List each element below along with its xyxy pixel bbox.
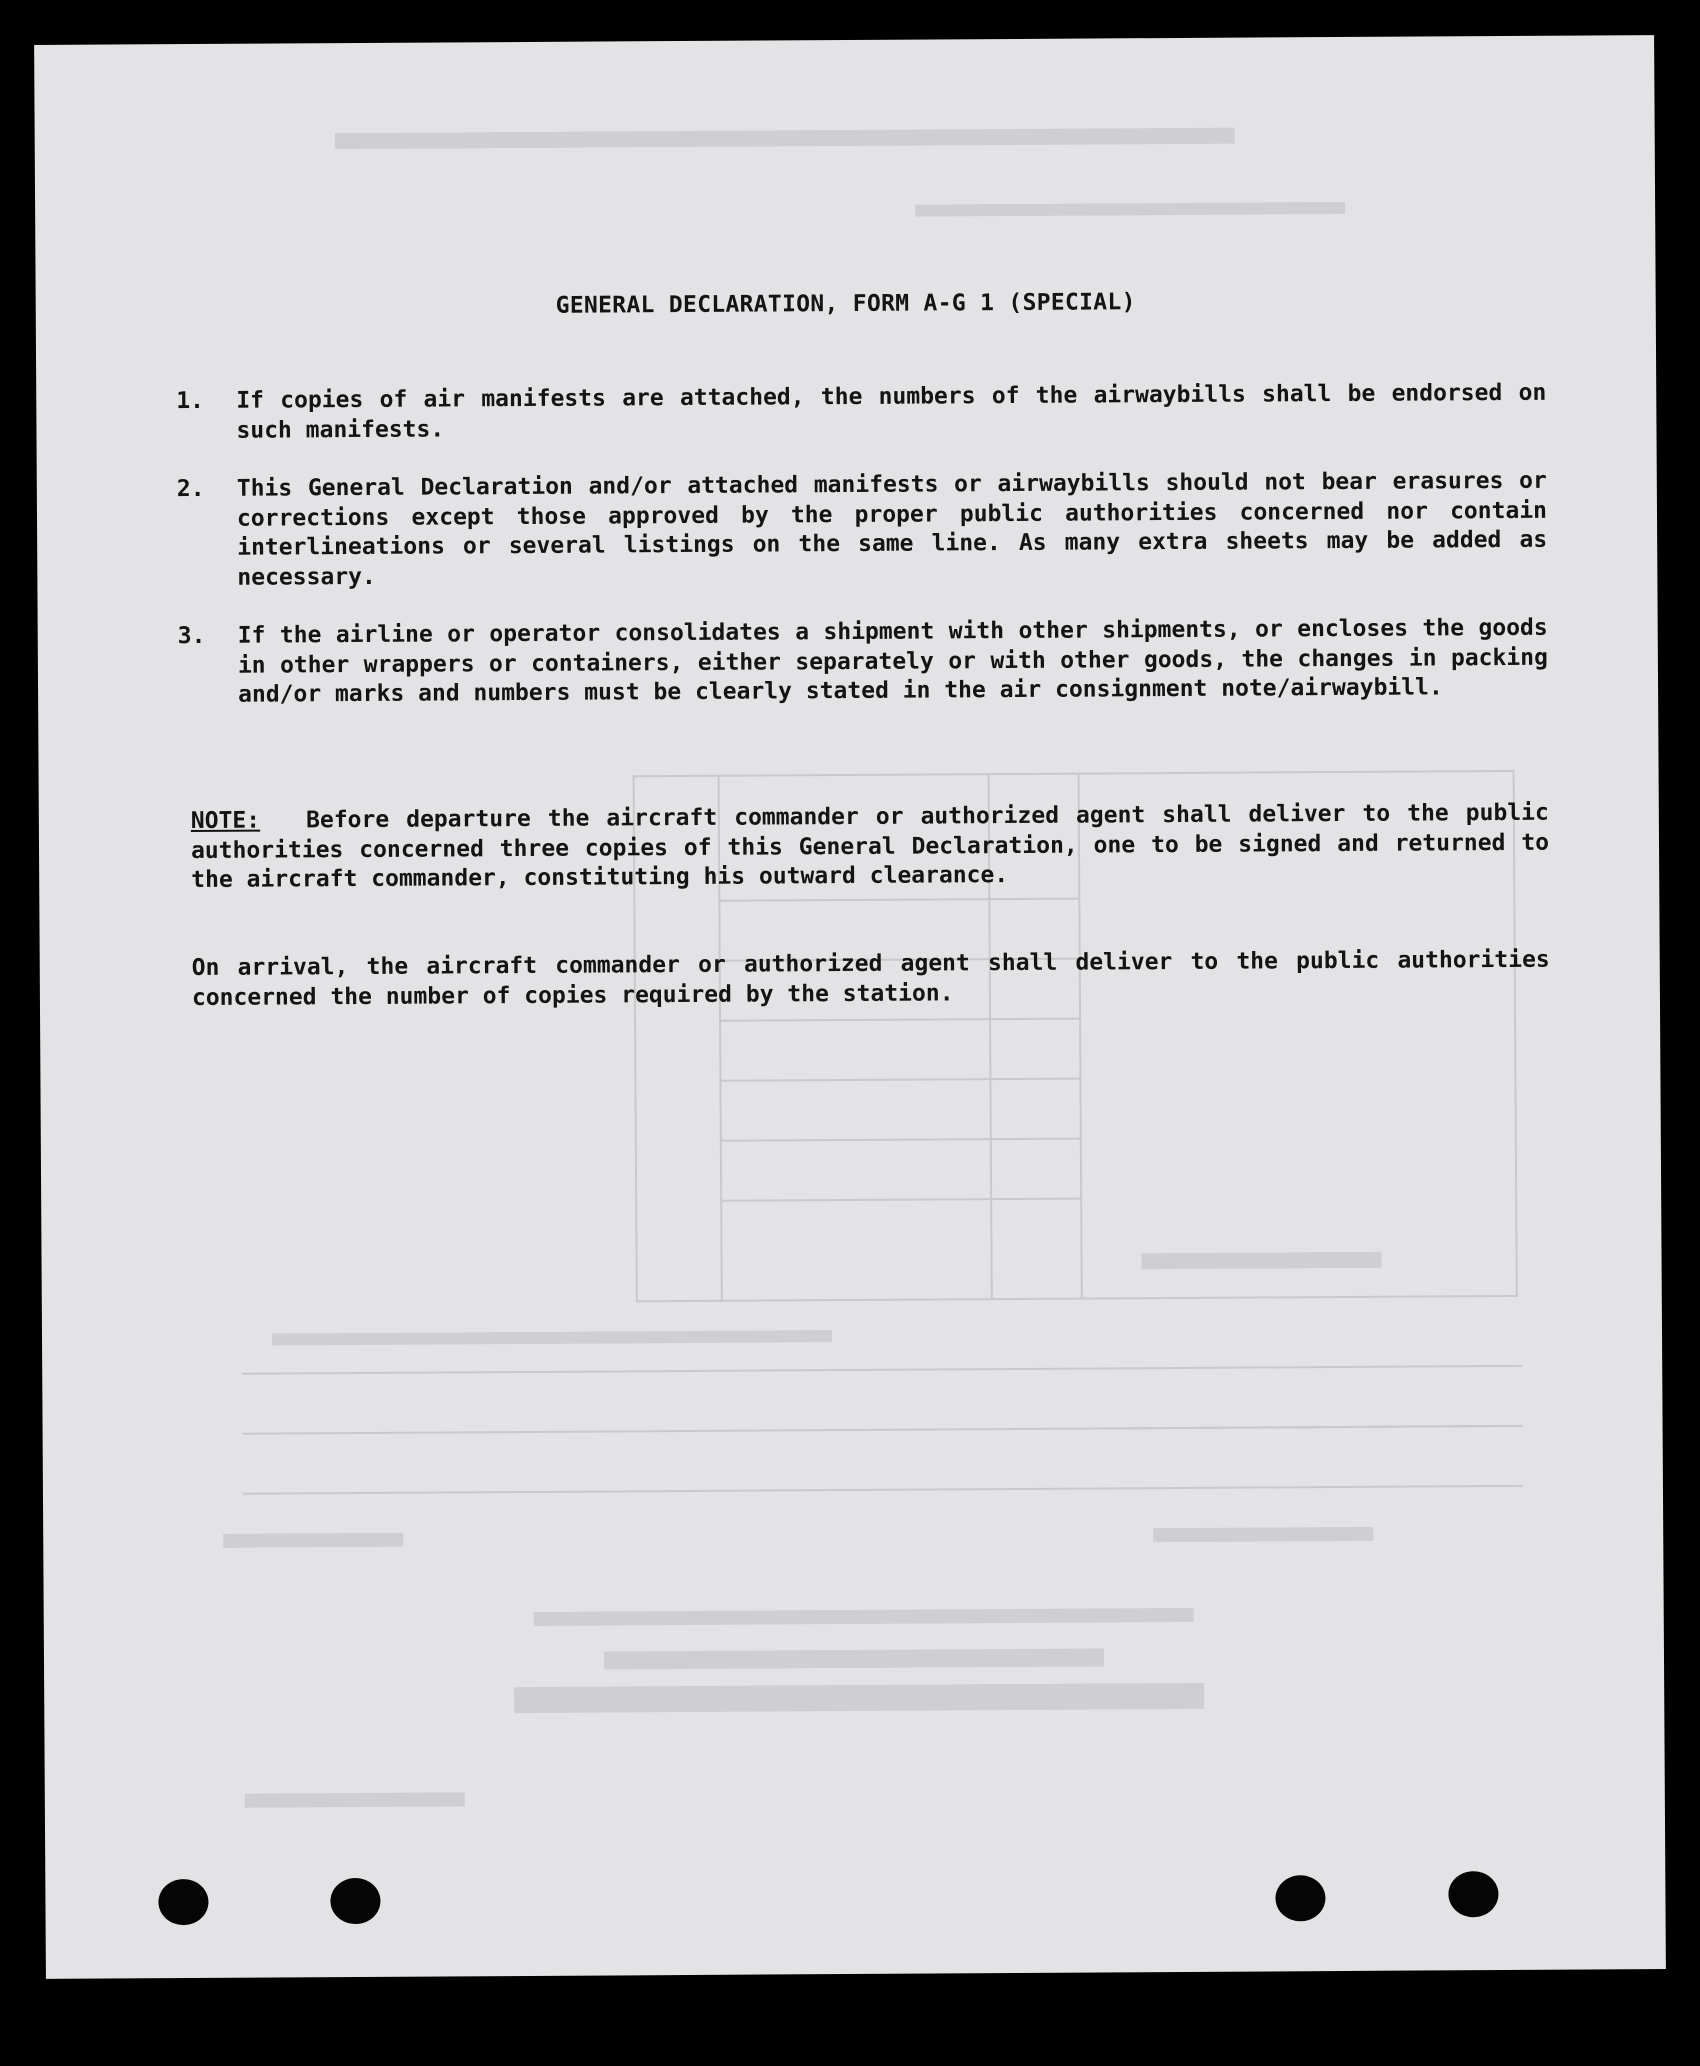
item-number: 1.: [176, 387, 205, 415]
instruction-item-3: [178, 614, 1549, 711]
punch-hole-2: [330, 1878, 380, 1924]
item-number: 3.: [177, 622, 206, 650]
punch-hole-4: [1448, 1871, 1498, 1917]
punch-hole-1: [158, 1879, 208, 1925]
document-title: GENERAL DECLARATION, FORM A-G 1 (SPECIAL): [555, 289, 1136, 319]
item-text: If the airline or operator consolidates a shipment with other shipments, or encloses the goods in other wrappers or containers, either separately or with other goods, the changes in packing and/or marks and numbers must be clearly stated in the air consignment note/airwaybill.: [237, 614, 1548, 708]
item-text: This General Declaration and/or attached manifests or airwaybills should not bear erasures or corrections except those approved by the proper public authorities concerned nor contain interlineations or several listings on the same line. As many extra sheets may be added as necessary.: [236, 467, 1548, 591]
note-label: NOTE:: [190, 807, 261, 835]
instruction-item-1: [176, 379, 1546, 446]
item-number: 2.: [176, 475, 205, 503]
punch-hole-3: [1275, 1875, 1325, 1921]
note-paragraph: [191, 799, 1550, 896]
instruction-item-2: [177, 467, 1548, 593]
document-content: [34, 35, 1666, 1979]
item-text: If copies of air manifests are attached, the numbers of the airwaybills shall be endorsed on such manifests.: [236, 379, 1547, 444]
note-text: Before departure the aircraft commander or authorized agent shall deliver to the public authorities concerned three copies of this General Declaration, one to be signed and returned to the aircraft commander, constituting his outward clearance.: [190, 799, 1550, 894]
paper-sheet: [34, 35, 1666, 1979]
arrival-paragraph: On arrival, the aircraft commander or authorized agent shall deliver to the public authorities concerned the number of copies required by the station.: [191, 946, 1550, 1011]
